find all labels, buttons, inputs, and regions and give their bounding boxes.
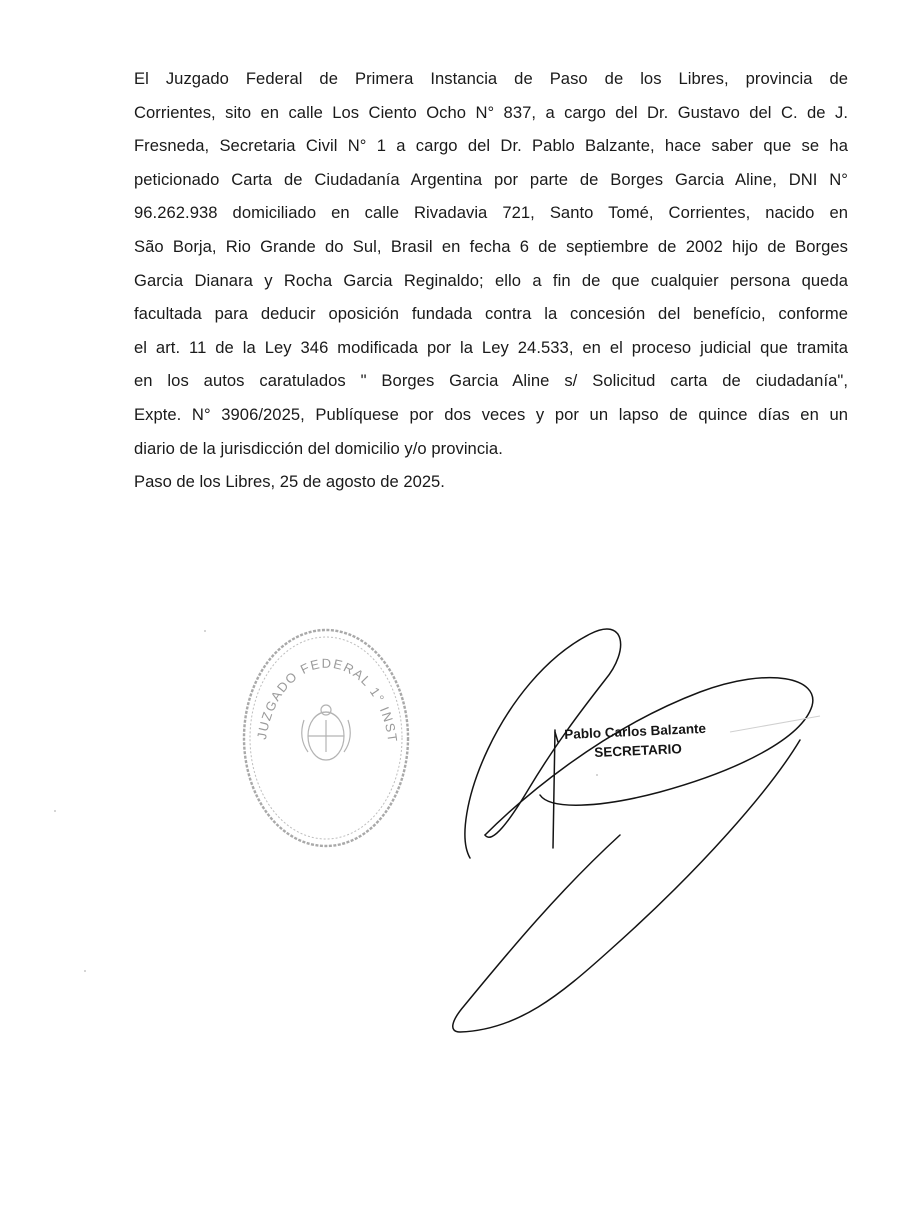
body-line: São Borja, Rio Grande do Sul, Brasil en fecha 6 de septiembre de 2002 hijo de Borges xyxy=(134,236,848,256)
court-seal-stamp xyxy=(236,622,416,854)
seal-top-arc-text: JUZGADO FEDERAL 1° INST xyxy=(254,655,401,744)
signer-title: SECRETARIO xyxy=(594,741,683,760)
body-line: Garcia Dianara y Rocha Garcia Reginaldo; ello a fin de que cualquier persona queda xyxy=(134,270,848,290)
body-line: en los autos caratulados " Borges Garcia Aline s/ Solicitud carta de ciudadanía", xyxy=(134,371,848,391)
body-line: Expte. N° 3906/2025, Publíquese por dos veces y por un lapso de quince días en un xyxy=(134,404,848,424)
body-line: Corrientes, sito en calle Los Ciento Ocho N° 837, a cargo del Dr. Gustavo del C. de J. xyxy=(134,102,848,122)
scan-speck xyxy=(204,630,206,632)
scan-speck xyxy=(596,774,598,776)
handwritten-signature xyxy=(440,620,840,1040)
coat-of-arms-icon xyxy=(302,705,351,760)
body-line: facultada para deducir oposición fundada contra la concesión del benefício, conforme xyxy=(134,304,848,324)
body-line: El Juzgado Federal de Primera Instancia de Paso de los Libres, provincia de xyxy=(134,69,848,88)
body-line: peticionado Carta de Ciudadanía Argentina por parte de Borges Garcia Aline, DNI N° xyxy=(134,169,848,189)
date-line: Paso de los Libres, 25 de agosto de 2025. xyxy=(134,472,445,492)
body-line: diario de la jurisdicción del domicilio y/o provincia. xyxy=(134,438,503,458)
scan-speck xyxy=(84,970,86,972)
body-line: Fresneda, Secretaria Civil N° 1 a cargo del Dr. Pablo Balzante, hace saber que se ha xyxy=(134,136,848,156)
body-line: el art. 11 de la Ley 346 modificada por la Ley 24.533, en el proceso judicial que tramita xyxy=(134,337,848,357)
document-body xyxy=(134,62,848,499)
scan-speck xyxy=(54,810,56,812)
body-line: 96.262.938 domiciliado en calle Rivadavia 721, Santo Tomé, Corrientes, nacido en xyxy=(134,203,848,223)
signer-name: Pablo Carlos Balzante xyxy=(564,720,707,742)
